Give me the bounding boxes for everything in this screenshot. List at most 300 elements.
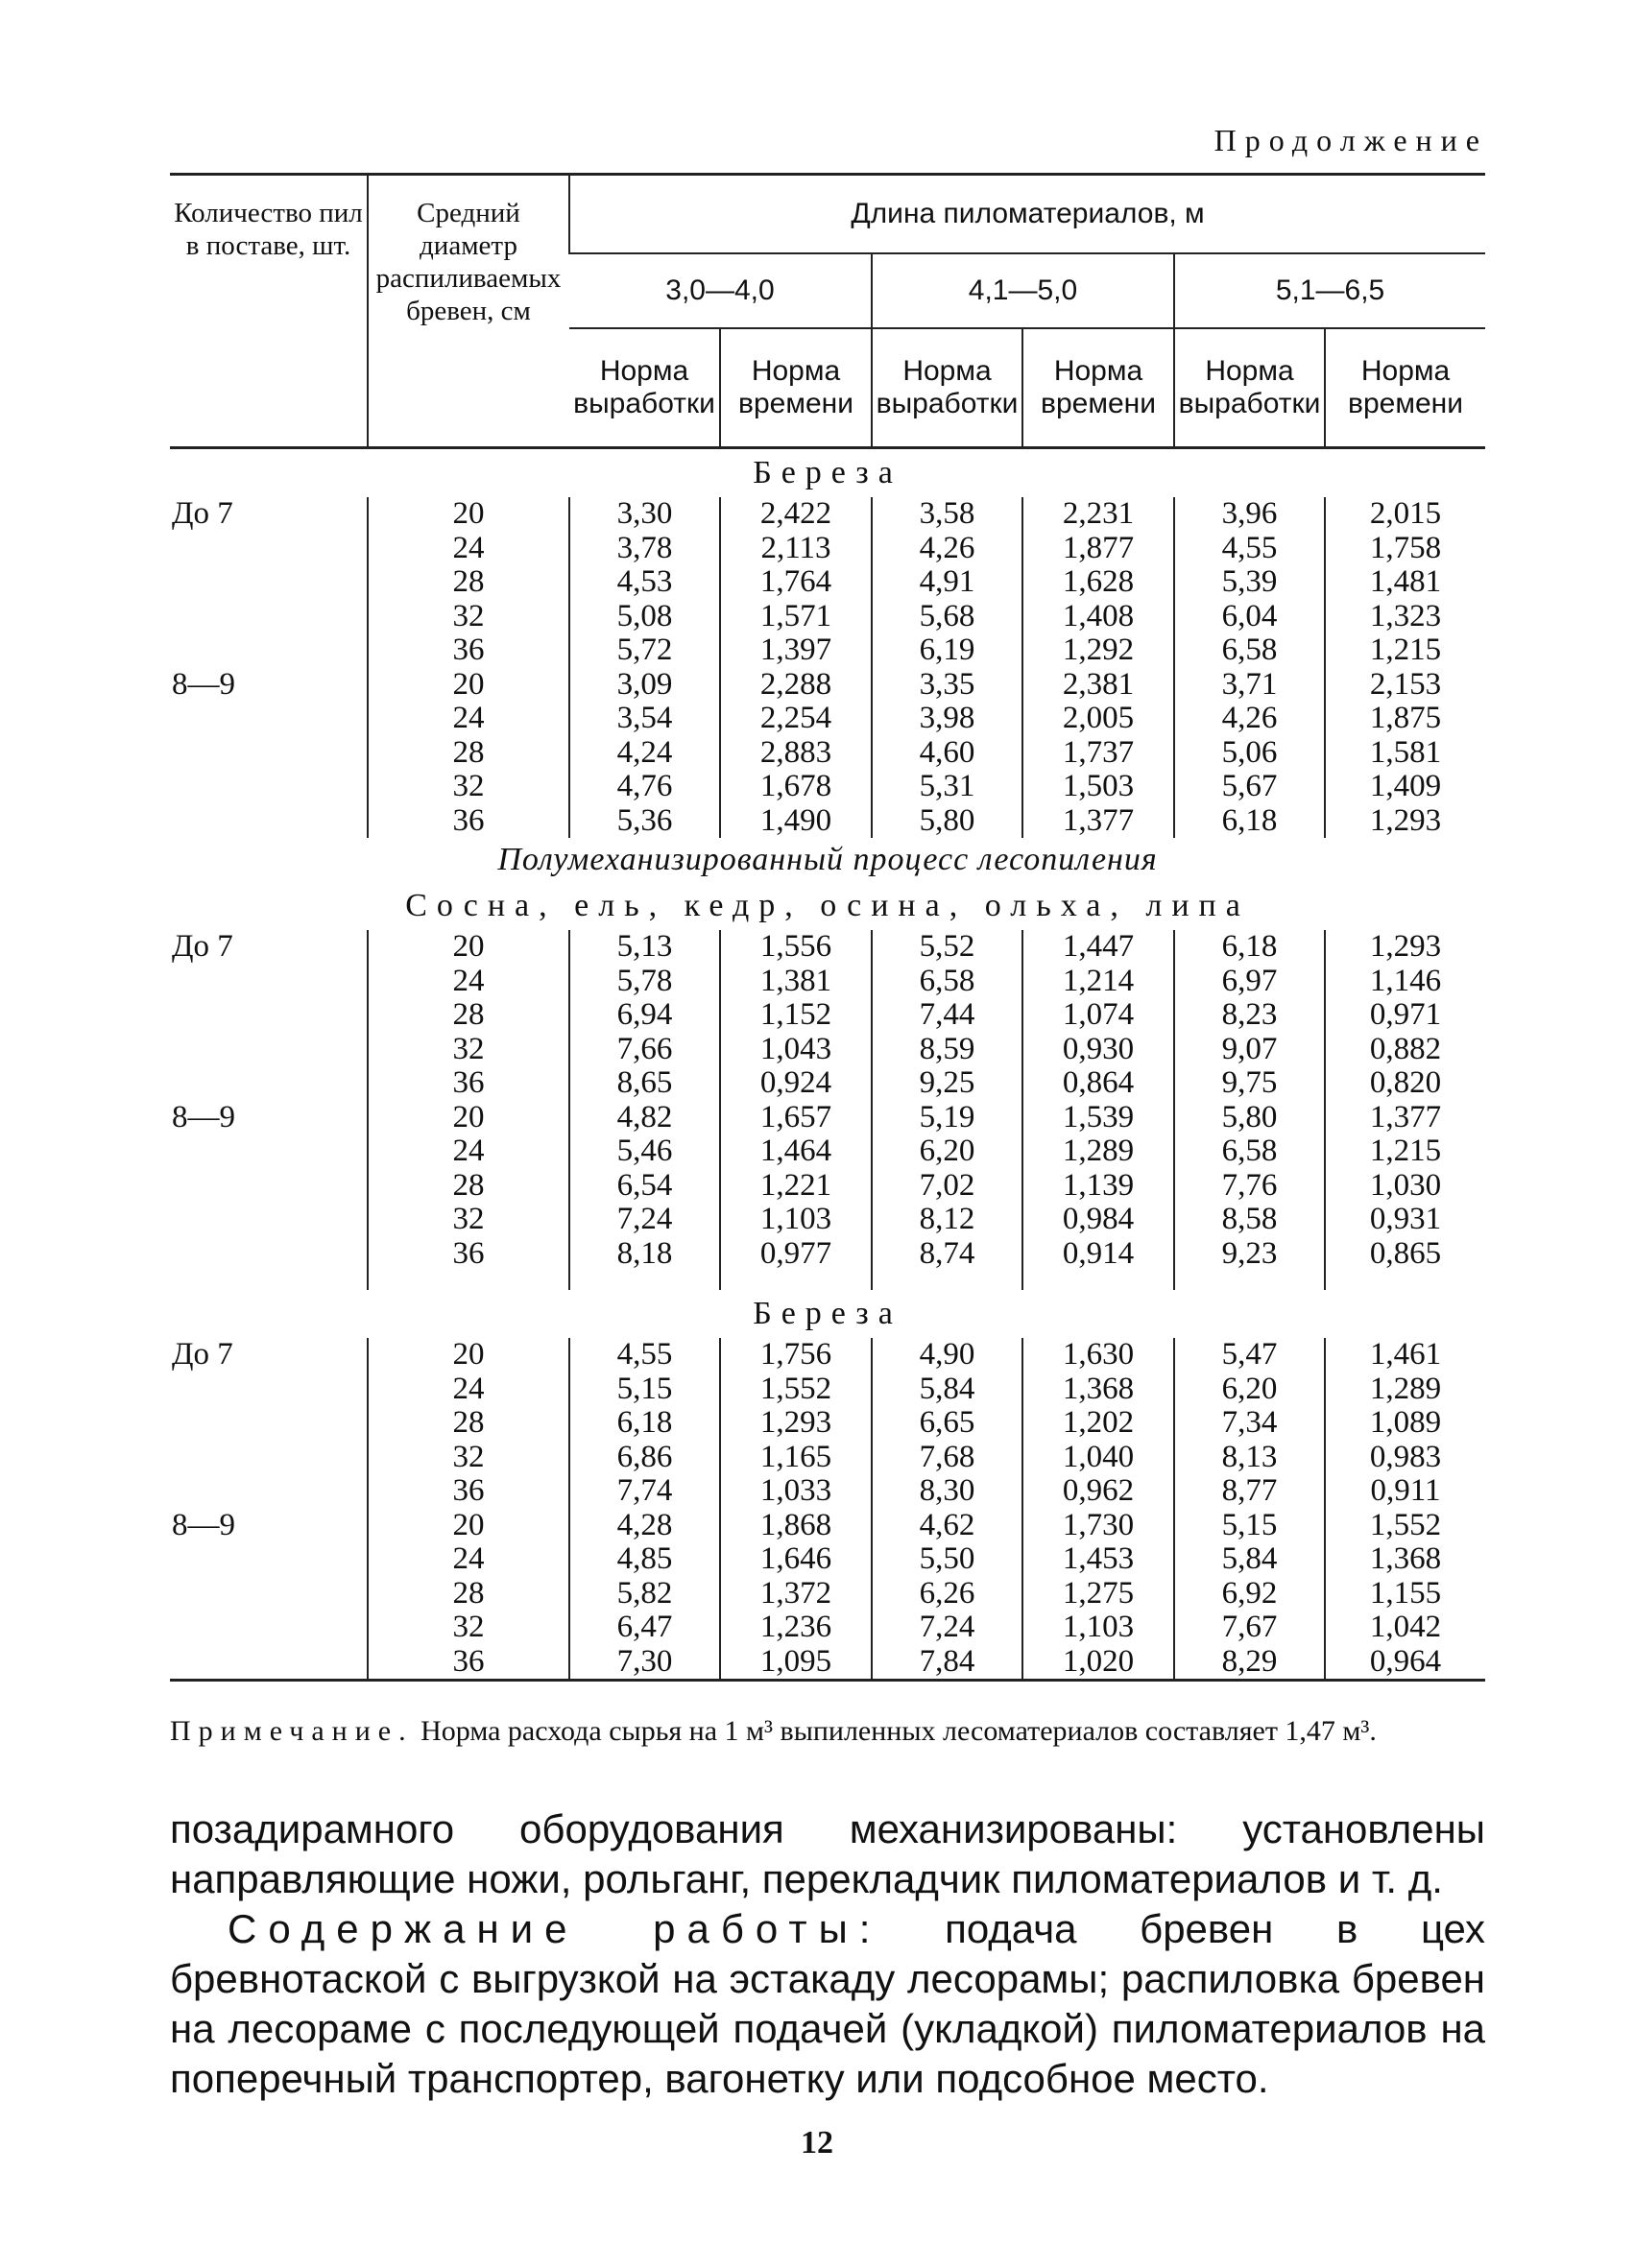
saw-count-cell (170, 804, 368, 839)
norms-table (170, 173, 1485, 1682)
table-body (170, 448, 1485, 1681)
time-norm-cell: 1,293 (1325, 930, 1485, 965)
diameter-cell: 32 (368, 770, 569, 804)
output-norm-cell: 8,18 (569, 1237, 720, 1272)
output-norm-cell: 3,30 (569, 497, 720, 532)
output-norm-cell: 8,77 (1174, 1474, 1325, 1509)
time-norm-cell: 0,931 (1325, 1203, 1485, 1237)
table-row (170, 1169, 1485, 1204)
saw-count-cell (170, 736, 368, 771)
header-range-2: 4,1—5,0 (872, 253, 1174, 328)
time-norm-cell: 1,146 (1325, 965, 1485, 999)
diameter-cell: 24 (368, 965, 569, 999)
header-time-norm: Норма времени (720, 328, 872, 448)
time-norm-cell: 0,962 (1022, 1474, 1174, 1509)
diameter-cell: 28 (368, 1577, 569, 1611)
diameter-cell: 28 (368, 736, 569, 771)
table-row (170, 804, 1485, 839)
saw-count-cell (170, 565, 368, 600)
table-row (170, 633, 1485, 668)
table-row (170, 497, 1485, 532)
diameter-cell: 28 (368, 1169, 569, 1204)
work-content-label: Содержание работы: (228, 1906, 882, 1951)
time-norm-cell: 1,215 (1325, 633, 1485, 668)
body-text (170, 1804, 1485, 2104)
output-norm-cell: 5,36 (569, 804, 720, 839)
output-norm-cell: 5,15 (1174, 1509, 1325, 1543)
continuation-label: Продолжение (1213, 123, 1488, 157)
output-norm-cell: 9,25 (872, 1066, 1022, 1101)
species-title: Береза (753, 1296, 902, 1331)
output-norm-cell: 7,02 (872, 1169, 1022, 1204)
time-norm-cell: 1,409 (1325, 770, 1485, 804)
output-norm-cell: 5,82 (569, 1577, 720, 1611)
page-number: 12 (801, 2125, 833, 2161)
saw-count-cell (170, 1406, 368, 1441)
time-norm-cell: 1,139 (1022, 1169, 1174, 1204)
table-row (170, 1134, 1485, 1169)
output-norm-cell: 5,68 (872, 600, 1022, 634)
output-norm-cell: 6,58 (872, 965, 1022, 999)
time-norm-cell: 1,868 (720, 1509, 872, 1543)
table-row (170, 1033, 1485, 1067)
diameter-cell: 32 (368, 1203, 569, 1237)
saw-count-cell: До 7 (172, 496, 233, 532)
note-label: Примечание. (170, 1715, 414, 1747)
header-output-norm: Норма выработки (872, 328, 1022, 448)
diameter-cell: 20 (368, 668, 569, 703)
time-norm-cell: 1,657 (720, 1101, 872, 1135)
saw-count-cell (170, 600, 368, 634)
time-norm-cell: 0,984 (1022, 1203, 1174, 1237)
saw-count-cell (170, 1474, 368, 1509)
time-norm-cell: 1,877 (1022, 532, 1174, 566)
output-norm-cell: 3,96 (1174, 497, 1325, 532)
time-norm-cell: 2,113 (720, 532, 872, 566)
table-row (170, 600, 1485, 634)
output-norm-cell: 3,98 (872, 702, 1022, 736)
output-norm-cell: 4,28 (569, 1509, 720, 1543)
saw-count-cell (170, 1373, 368, 1407)
time-norm-cell: 2,883 (720, 736, 872, 771)
output-norm-cell: 5,46 (569, 1134, 720, 1169)
output-norm-cell: 6,92 (1174, 1577, 1325, 1611)
time-norm-cell: 1,042 (1325, 1611, 1485, 1645)
output-norm-cell: 4,53 (569, 565, 720, 600)
time-norm-cell: 0,882 (1325, 1033, 1485, 1067)
diameter-cell: 20 (368, 1338, 569, 1373)
table-row (170, 965, 1485, 999)
saw-count-cell (170, 1237, 368, 1272)
time-norm-cell: 2,005 (1022, 702, 1174, 736)
output-norm-cell: 6,26 (872, 1577, 1022, 1611)
output-norm-cell: 4,26 (872, 532, 1022, 566)
body-paragraph-2 (170, 1904, 1485, 2104)
time-norm-cell: 1,461 (1325, 1338, 1485, 1373)
time-norm-cell: 2,381 (1022, 668, 1174, 703)
note-text: Норма расхода сырья на 1 м³ выпиленных лесоматериалов составляет 1,47 м³. (421, 1715, 1377, 1747)
diameter-cell: 24 (368, 702, 569, 736)
table-row (170, 998, 1485, 1033)
output-norm-cell: 7,24 (569, 1203, 720, 1237)
saw-count-cell: 8—9 (172, 666, 235, 702)
diameter-cell: 28 (368, 1406, 569, 1441)
time-norm-cell: 1,737 (1022, 736, 1174, 771)
table-row (170, 1474, 1485, 1509)
header-diameter: Средний диаметр распиливаемых бревен, см (368, 175, 569, 448)
saw-count-cell (170, 1611, 368, 1645)
table-row (170, 565, 1485, 600)
time-norm-cell: 0,983 (1325, 1441, 1485, 1475)
table-row (170, 1203, 1485, 1237)
output-norm-cell: 4,62 (872, 1509, 1022, 1543)
spacer-cell (720, 1271, 872, 1290)
output-norm-cell: 7,66 (569, 1033, 720, 1067)
time-norm-cell: 2,231 (1022, 497, 1174, 532)
header-time-norm: Норма времени (1325, 328, 1485, 448)
saw-count-cell (170, 532, 368, 566)
output-norm-cell: 8,30 (872, 1474, 1022, 1509)
time-norm-cell: 1,377 (1022, 804, 1174, 839)
time-norm-cell: 0,924 (720, 1066, 872, 1101)
saw-count-cell (170, 998, 368, 1033)
saw-count-cell: 8—9 (172, 1507, 235, 1542)
output-norm-cell: 9,75 (1174, 1066, 1325, 1101)
diameter-cell: 20 (368, 497, 569, 532)
output-norm-cell: 3,09 (569, 668, 720, 703)
table-row (170, 736, 1485, 771)
time-norm-cell: 2,254 (720, 702, 872, 736)
time-norm-cell: 1,646 (720, 1542, 872, 1577)
table-row (170, 1373, 1485, 1407)
time-norm-cell: 1,030 (1325, 1169, 1485, 1204)
output-norm-cell: 5,78 (569, 965, 720, 999)
diameter-cell: 36 (368, 1474, 569, 1509)
output-norm-cell: 4,76 (569, 770, 720, 804)
diameter-cell: 36 (368, 1645, 569, 1681)
time-norm-cell: 1,764 (720, 565, 872, 600)
saw-count-cell (170, 1542, 368, 1577)
diameter-cell: 36 (368, 1066, 569, 1101)
spacer-cell (1325, 1271, 1485, 1290)
time-norm-cell: 1,289 (1022, 1134, 1174, 1169)
time-norm-cell: 1,539 (1022, 1101, 1174, 1135)
diameter-cell: 28 (368, 565, 569, 600)
time-norm-cell: 1,215 (1325, 1134, 1485, 1169)
diameter-cell: 24 (368, 532, 569, 566)
time-norm-cell: 0,820 (1325, 1066, 1485, 1101)
saw-count-cell (170, 1033, 368, 1067)
time-norm-cell: 1,275 (1022, 1577, 1174, 1611)
time-norm-cell: 1,552 (720, 1373, 872, 1407)
output-norm-cell: 5,52 (872, 930, 1022, 965)
time-norm-cell: 0,977 (720, 1237, 872, 1272)
output-norm-cell: 5,84 (1174, 1542, 1325, 1577)
header-range-3: 5,1—6,5 (1174, 253, 1485, 328)
time-norm-cell: 1,490 (720, 804, 872, 839)
spacer-row (170, 1271, 1485, 1290)
saw-count-cell (170, 1203, 368, 1237)
output-norm-cell: 6,47 (569, 1611, 720, 1645)
time-norm-cell: 1,730 (1022, 1509, 1174, 1543)
process-title: Полумеханизированный процесс лесопиления (497, 842, 1158, 877)
output-norm-cell: 4,26 (1174, 702, 1325, 736)
output-norm-cell: 5,08 (569, 600, 720, 634)
header-length: Длина пиломатериалов, м (569, 175, 1485, 254)
table-row (170, 702, 1485, 736)
header-range-1: 3,0—4,0 (569, 253, 872, 328)
saw-count-cell (170, 1441, 368, 1475)
time-norm-cell: 1,464 (720, 1134, 872, 1169)
output-norm-cell: 8,74 (872, 1237, 1022, 1272)
output-norm-cell: 5,67 (1174, 770, 1325, 804)
time-norm-cell: 1,293 (1325, 804, 1485, 839)
time-norm-cell: 1,202 (1022, 1406, 1174, 1441)
time-norm-cell: 1,289 (1325, 1373, 1485, 1407)
diameter-cell: 36 (368, 1237, 569, 1272)
output-norm-cell: 8,65 (569, 1066, 720, 1101)
output-norm-cell: 5,84 (872, 1373, 1022, 1407)
time-norm-cell: 1,756 (720, 1338, 872, 1373)
time-norm-cell: 1,020 (1022, 1645, 1174, 1681)
header-output-norm: Норма выработки (1174, 328, 1325, 448)
table-row (170, 668, 1485, 703)
diameter-cell: 32 (368, 1033, 569, 1067)
time-norm-cell: 1,236 (720, 1611, 872, 1645)
output-norm-cell: 7,74 (569, 1474, 720, 1509)
table-row (170, 1406, 1485, 1441)
time-norm-cell: 1,381 (720, 965, 872, 999)
time-norm-cell: 1,103 (1022, 1611, 1174, 1645)
output-norm-cell: 7,24 (872, 1611, 1022, 1645)
table-row (170, 1645, 1485, 1681)
output-norm-cell: 5,80 (1174, 1101, 1325, 1135)
output-norm-cell: 5,31 (872, 770, 1022, 804)
output-norm-cell: 5,19 (872, 1101, 1022, 1135)
saw-count-cell (170, 1169, 368, 1204)
time-norm-cell: 1,214 (1022, 965, 1174, 999)
time-norm-cell: 1,293 (720, 1406, 872, 1441)
time-norm-cell: 1,628 (1022, 565, 1174, 600)
table-row (170, 1237, 1485, 1272)
output-norm-cell: 4,91 (872, 565, 1022, 600)
time-norm-cell: 1,074 (1022, 998, 1174, 1033)
time-norm-cell: 2,015 (1325, 497, 1485, 532)
saw-count-cell (170, 1645, 368, 1681)
time-norm-cell: 0,930 (1022, 1033, 1174, 1067)
time-norm-cell: 1,552 (1325, 1509, 1485, 1543)
time-norm-cell: 1,503 (1022, 770, 1174, 804)
output-norm-cell: 4,90 (872, 1338, 1022, 1373)
time-norm-cell: 1,571 (720, 600, 872, 634)
species-title: Береза (753, 455, 902, 490)
output-norm-cell: 5,39 (1174, 565, 1325, 600)
output-norm-cell: 6,97 (1174, 965, 1325, 999)
output-norm-cell: 8,59 (872, 1033, 1022, 1067)
diameter-cell: 36 (368, 633, 569, 668)
species-title-row (170, 1290, 1485, 1338)
table-row (170, 1441, 1485, 1475)
diameter-cell: 20 (368, 930, 569, 965)
output-norm-cell: 5,47 (1174, 1338, 1325, 1373)
time-norm-cell: 0,865 (1325, 1237, 1485, 1272)
time-norm-cell: 1,377 (1325, 1101, 1485, 1135)
output-norm-cell: 6,86 (569, 1441, 720, 1475)
time-norm-cell: 1,152 (720, 998, 872, 1033)
diameter-cell: 24 (368, 1134, 569, 1169)
time-norm-cell: 1,368 (1022, 1373, 1174, 1407)
time-norm-cell: 1,372 (720, 1577, 872, 1611)
output-norm-cell: 3,54 (569, 702, 720, 736)
output-norm-cell: 7,44 (872, 998, 1022, 1033)
time-norm-cell: 1,453 (1022, 1542, 1174, 1577)
time-norm-cell: 1,481 (1325, 565, 1485, 600)
output-norm-cell: 8,29 (1174, 1645, 1325, 1681)
output-norm-cell: 4,60 (872, 736, 1022, 771)
output-norm-cell: 8,58 (1174, 1203, 1325, 1237)
time-norm-cell: 1,165 (720, 1441, 872, 1475)
time-norm-cell: 2,153 (1325, 668, 1485, 703)
diameter-cell: 36 (368, 804, 569, 839)
diameter-cell: 32 (368, 1441, 569, 1475)
table-row (170, 1577, 1485, 1611)
time-norm-cell: 1,368 (1325, 1542, 1485, 1577)
output-norm-cell: 6,58 (1174, 1134, 1325, 1169)
output-norm-cell: 4,55 (569, 1338, 720, 1373)
output-norm-cell: 6,18 (1174, 804, 1325, 839)
output-norm-cell: 8,13 (1174, 1441, 1325, 1475)
saw-count-cell (170, 1134, 368, 1169)
output-norm-cell: 7,84 (872, 1645, 1022, 1681)
output-norm-cell: 5,80 (872, 804, 1022, 839)
diameter-cell: 20 (368, 1509, 569, 1543)
table-row (170, 1542, 1485, 1577)
output-norm-cell: 5,13 (569, 930, 720, 965)
time-norm-cell: 1,678 (720, 770, 872, 804)
output-norm-cell: 9,23 (1174, 1237, 1325, 1272)
output-norm-cell: 7,67 (1174, 1611, 1325, 1645)
table-row (170, 532, 1485, 566)
output-norm-cell: 6,54 (569, 1169, 720, 1204)
output-norm-cell: 6,18 (1174, 930, 1325, 965)
time-norm-cell: 0,914 (1022, 1237, 1174, 1272)
output-norm-cell: 5,72 (569, 633, 720, 668)
time-norm-cell: 1,630 (1022, 1338, 1174, 1373)
output-norm-cell: 3,58 (872, 497, 1022, 532)
output-norm-cell: 7,30 (569, 1645, 720, 1681)
output-norm-cell: 6,18 (569, 1406, 720, 1441)
time-norm-cell: 1,155 (1325, 1577, 1485, 1611)
time-norm-cell: 1,758 (1325, 532, 1485, 566)
output-norm-cell: 3,71 (1174, 668, 1325, 703)
table-row (170, 1101, 1485, 1135)
spacer-cell (569, 1271, 720, 1290)
table-row (170, 1338, 1485, 1373)
output-norm-cell: 5,15 (569, 1373, 720, 1407)
process-title-row (170, 838, 1485, 882)
saw-count-cell (170, 633, 368, 668)
spacer-cell (368, 1271, 569, 1290)
saw-count-cell: До 7 (172, 929, 233, 965)
diameter-cell: 24 (368, 1373, 569, 1407)
saw-count-cell (170, 1577, 368, 1611)
time-norm-cell: 1,556 (720, 930, 872, 965)
diameter-cell: 28 (368, 998, 569, 1033)
time-norm-cell: 1,875 (1325, 702, 1485, 736)
time-norm-cell: 0,971 (1325, 998, 1485, 1033)
output-norm-cell: 5,50 (872, 1542, 1022, 1577)
output-norm-cell: 6,58 (1174, 633, 1325, 668)
time-norm-cell: 2,422 (720, 497, 872, 532)
output-norm-cell: 7,68 (872, 1441, 1022, 1475)
output-norm-cell: 6,65 (872, 1406, 1022, 1441)
saw-count-cell: До 7 (172, 1337, 233, 1373)
output-norm-cell: 9,07 (1174, 1033, 1325, 1067)
output-norm-cell: 3,78 (569, 532, 720, 566)
time-norm-cell: 1,397 (720, 633, 872, 668)
time-norm-cell: 1,323 (1325, 600, 1485, 634)
output-norm-cell: 8,23 (1174, 998, 1325, 1033)
saw-count-cell (170, 1066, 368, 1101)
output-norm-cell: 4,24 (569, 736, 720, 771)
saw-count-cell: 8—9 (172, 1099, 235, 1134)
time-norm-cell: 1,095 (720, 1645, 872, 1681)
saw-count-cell (170, 965, 368, 999)
output-norm-cell: 6,20 (872, 1134, 1022, 1169)
table-row (170, 1066, 1485, 1101)
output-norm-cell: 7,76 (1174, 1169, 1325, 1204)
time-norm-cell: 1,221 (720, 1169, 872, 1204)
output-norm-cell: 8,12 (872, 1203, 1022, 1237)
spacer-cell (872, 1271, 1022, 1290)
time-norm-cell: 1,033 (720, 1474, 872, 1509)
species-title-row (170, 882, 1485, 930)
output-norm-cell: 6,04 (1174, 600, 1325, 634)
spacer-cell (170, 1271, 368, 1290)
output-norm-cell: 3,35 (872, 668, 1022, 703)
saw-count-cell (170, 702, 368, 736)
time-norm-cell: 1,581 (1325, 736, 1485, 771)
species-title-row (170, 448, 1485, 498)
diameter-cell: 32 (368, 600, 569, 634)
diameter-cell: 20 (368, 1101, 569, 1135)
time-norm-cell: 0,864 (1022, 1066, 1174, 1101)
header-output-norm: Норма выработки (569, 328, 720, 448)
table-row (170, 770, 1485, 804)
table-row (170, 1611, 1485, 1645)
time-norm-cell: 0,964 (1325, 1645, 1485, 1681)
output-norm-cell: 6,20 (1174, 1373, 1325, 1407)
output-norm-cell: 7,34 (1174, 1406, 1325, 1441)
time-norm-cell: 2,288 (720, 668, 872, 703)
output-norm-cell: 4,55 (1174, 532, 1325, 566)
saw-count-cell (170, 770, 368, 804)
header-time-norm: Норма времени (1022, 328, 1174, 448)
species-title: Сосна, ель, кедр, осина, ольха, липа (405, 888, 1250, 923)
time-norm-cell: 1,292 (1022, 633, 1174, 668)
output-norm-cell: 5,06 (1174, 736, 1325, 771)
work-content-text: подача бревен в цех бревнотаской с выгрузкой на эстакаду лесорамы; распиловка бревен на лесораме с последующей подачей (укладкой) пиломатериалов на поперечный транспортер, вагонетку или подсобное место. (170, 1906, 1485, 2101)
diameter-cell: 32 (368, 1611, 569, 1645)
output-norm-cell: 6,94 (569, 998, 720, 1033)
table-row (170, 930, 1485, 965)
time-norm-cell: 0,911 (1325, 1474, 1485, 1509)
time-norm-cell: 1,043 (720, 1033, 872, 1067)
output-norm-cell: 4,85 (569, 1542, 720, 1577)
time-norm-cell: 1,447 (1022, 930, 1174, 965)
body-paragraph-1: позадирамного оборудования механизированы: установлены направляющие ножи, рольганг, перекладчик пиломатериалов и т. д. (170, 1806, 1485, 1901)
time-norm-cell: 1,408 (1022, 600, 1174, 634)
